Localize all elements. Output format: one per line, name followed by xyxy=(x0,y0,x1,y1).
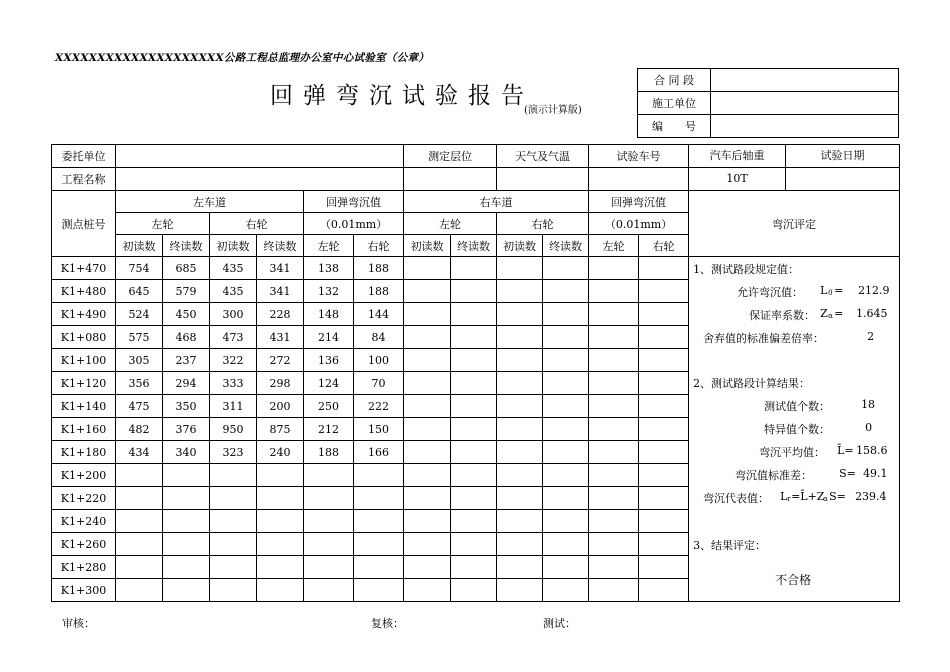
eval-header: 弯沉评定 xyxy=(689,191,900,257)
cell-right-lane xyxy=(404,464,451,487)
ll-lw-final: 终读数 xyxy=(163,235,210,257)
cell-l-ri: 323 xyxy=(210,441,257,464)
cell-right-lane xyxy=(639,257,689,280)
reviewer-label: 审核： xyxy=(62,617,95,630)
guar-sub: α xyxy=(828,312,833,320)
cell-right-lane xyxy=(451,303,497,326)
cell-right-lane xyxy=(543,441,589,464)
ll-lw-initial: 初读数 xyxy=(116,235,163,257)
cell-right-lane xyxy=(639,533,689,556)
reject-value: 2 xyxy=(867,330,875,343)
reject-label: 舍弃值的标准偏差倍率： xyxy=(703,332,825,345)
cell-l-lf: 468 xyxy=(163,326,210,349)
cell-right-lane xyxy=(451,372,497,395)
cell-l-ri: 322 xyxy=(210,349,257,372)
cell-l-vl: 212 xyxy=(304,418,354,441)
eval-s1: 1、测试路段规定值： xyxy=(693,263,800,276)
cell-right-lane xyxy=(639,441,689,464)
cell-right-lane xyxy=(404,533,451,556)
rl-rw-initial: 初读数 xyxy=(497,235,543,257)
cell-l-rf: 200 xyxy=(257,395,304,418)
cell-right-lane xyxy=(497,418,543,441)
cell-l-vr xyxy=(354,556,404,579)
cell-l-ri: 333 xyxy=(210,372,257,395)
cell-right-lane xyxy=(589,303,639,326)
cell-l-vl xyxy=(304,556,354,579)
verdict: 不合格 xyxy=(775,573,812,587)
cell-l-lf xyxy=(163,487,210,510)
cell-l-ri: 435 xyxy=(210,257,257,280)
cell-l-vl: 250 xyxy=(304,395,354,418)
cell-l-li xyxy=(116,487,163,510)
cell-right-lane xyxy=(404,395,451,418)
cell-l-li: 754 xyxy=(116,257,163,280)
cell-right-lane xyxy=(404,510,451,533)
cell-l-ri: 300 xyxy=(210,303,257,326)
cell-l-vl xyxy=(304,464,354,487)
cell-right-lane xyxy=(639,326,689,349)
rep-sub2: α xyxy=(823,495,828,503)
cell-right-lane xyxy=(639,372,689,395)
cell-right-lane xyxy=(589,257,639,280)
cell-right-lane xyxy=(543,487,589,510)
cell-right-lane xyxy=(451,533,497,556)
cell-right-lane xyxy=(451,464,497,487)
cell-l-li xyxy=(116,510,163,533)
cell-l-lf xyxy=(163,533,210,556)
cell-station: K1+140 xyxy=(52,395,116,418)
ll-left-wheel: 左轮 xyxy=(116,213,210,235)
cell-l-vl xyxy=(304,510,354,533)
left-rebound-header: 回弹弯沉值 xyxy=(304,191,404,213)
mean-label: 弯沉平均值： xyxy=(759,446,826,459)
tester-label: 测试： xyxy=(543,617,576,630)
cell-right-lane xyxy=(589,372,639,395)
cell-right-lane xyxy=(451,395,497,418)
allow-sub: 0 xyxy=(828,289,833,297)
cell-l-rf: 341 xyxy=(257,280,304,303)
cell-l-rf xyxy=(257,533,304,556)
outlier-value: 0 xyxy=(865,421,873,434)
cell-right-lane xyxy=(543,533,589,556)
rl-lw-initial: 初读数 xyxy=(404,235,451,257)
cell-l-vr: 166 xyxy=(354,441,404,464)
cell-right-lane xyxy=(451,579,497,602)
cell-station: K1+260 xyxy=(52,533,116,556)
cell-l-vl: 188 xyxy=(304,441,354,464)
std-sym: S= xyxy=(839,467,856,480)
cell-right-lane xyxy=(543,556,589,579)
cell-right-lane xyxy=(404,487,451,510)
cell-right-lane xyxy=(404,556,451,579)
cell-right-lane xyxy=(589,510,639,533)
cell-right-lane xyxy=(589,395,639,418)
table-body xyxy=(52,145,900,602)
cell-l-ri xyxy=(210,533,257,556)
cell-l-ri: 950 xyxy=(210,418,257,441)
rl-lw-final: 终读数 xyxy=(451,235,497,257)
axle-date-header xyxy=(689,145,899,167)
right-unit: （0.01mm） xyxy=(589,213,689,235)
cell-l-vr xyxy=(354,510,404,533)
cell-l-lf: 685 xyxy=(163,257,210,280)
project-value xyxy=(116,168,404,191)
date-label: 试验日期 xyxy=(820,149,865,162)
cell-l-vl xyxy=(304,487,354,510)
rv-left: 左轮 xyxy=(589,235,639,257)
cell-l-rf: 272 xyxy=(257,349,304,372)
client-value xyxy=(116,145,404,168)
station-header: 测点桩号 xyxy=(52,191,116,257)
cell-l-vl: 132 xyxy=(304,280,354,303)
cell-l-rf: 341 xyxy=(257,257,304,280)
cell-l-lf xyxy=(163,464,210,487)
guar-value: 1.645 xyxy=(856,307,888,320)
cell-right-lane xyxy=(451,326,497,349)
cell-l-lf: 237 xyxy=(163,349,210,372)
cell-right-lane xyxy=(639,464,689,487)
cell-l-vr xyxy=(354,464,404,487)
cell-l-vl: 148 xyxy=(304,303,354,326)
cell-l-lf: 340 xyxy=(163,441,210,464)
cell-right-lane xyxy=(589,556,639,579)
cell-l-rf xyxy=(257,579,304,602)
allow-eq: = xyxy=(834,284,844,297)
cell-l-vr: 150 xyxy=(354,418,404,441)
cell-l-vr xyxy=(354,487,404,510)
cell-l-ri: 435 xyxy=(210,280,257,303)
cell-l-li: 645 xyxy=(116,280,163,303)
cell-right-lane xyxy=(543,326,589,349)
cell-right-lane xyxy=(404,303,451,326)
client-label: 委托单位 xyxy=(52,145,116,168)
eval-s3: 3、结果评定： xyxy=(693,539,767,552)
cell-right-lane xyxy=(404,257,451,280)
cell-right-lane xyxy=(404,372,451,395)
cell-l-rf: 228 xyxy=(257,303,304,326)
cell-l-ri: 311 xyxy=(210,395,257,418)
std-label: 弯沉值标准差： xyxy=(735,469,813,482)
rep-b: =L̄+Z xyxy=(791,490,825,503)
cell-right-lane xyxy=(497,510,543,533)
cell-l-ri xyxy=(210,510,257,533)
cell-right-lane xyxy=(497,441,543,464)
cell-right-lane xyxy=(589,441,639,464)
rl-left-wheel: 左轮 xyxy=(404,213,497,235)
cell-right-lane xyxy=(497,579,543,602)
cell-l-ri xyxy=(210,556,257,579)
count-value: 18 xyxy=(861,398,876,411)
report-title: 回弹弯沉试验报告 xyxy=(270,83,534,109)
lv-right: 右轮 xyxy=(354,235,404,257)
rep-label: 弯沉代表值： xyxy=(703,492,770,505)
cell-right-lane xyxy=(497,349,543,372)
cell-l-li: 482 xyxy=(116,418,163,441)
cell-right-lane xyxy=(589,464,639,487)
cell-right-lane xyxy=(451,280,497,303)
cell-right-lane xyxy=(451,510,497,533)
date-value xyxy=(786,168,899,190)
cell-right-lane xyxy=(639,487,689,510)
cell-l-lf: 350 xyxy=(163,395,210,418)
cell-l-li: 475 xyxy=(116,395,163,418)
cell-right-lane xyxy=(639,349,689,372)
rep-sub1: r xyxy=(787,495,791,503)
cell-right-lane xyxy=(639,510,689,533)
cell-station: K1+490 xyxy=(52,303,116,326)
constructor-label: 施工单位 xyxy=(638,92,711,115)
contract-label: 合 同 段 xyxy=(638,69,711,92)
deflection-table xyxy=(51,144,900,602)
guar-sym: Z xyxy=(820,307,828,320)
cell-right-lane xyxy=(404,418,451,441)
cell-l-rf: 431 xyxy=(257,326,304,349)
mean-value: 158.6 xyxy=(856,444,888,457)
allow-sym: L xyxy=(820,284,828,297)
number-label: 编 号 xyxy=(638,115,711,138)
cell-l-vl: 124 xyxy=(304,372,354,395)
cell-right-lane xyxy=(543,395,589,418)
mean-sym: L̄= xyxy=(837,444,854,457)
cell-l-vl: 214 xyxy=(304,326,354,349)
cell-l-li xyxy=(116,464,163,487)
cell-right-lane xyxy=(639,579,689,602)
cell-l-vl xyxy=(304,579,354,602)
cell-l-lf: 450 xyxy=(163,303,210,326)
rl-rw-final: 终读数 xyxy=(543,235,589,257)
cell-right-lane xyxy=(543,280,589,303)
cell-right-lane xyxy=(589,579,639,602)
ll-rw-final: 终读数 xyxy=(257,235,304,257)
cell-right-lane xyxy=(639,556,689,579)
count-label: 测试值个数： xyxy=(764,400,831,413)
cell-right-lane xyxy=(543,257,589,280)
cell-station: K1+480 xyxy=(52,280,116,303)
cell-right-lane xyxy=(589,326,639,349)
cell-right-lane xyxy=(543,464,589,487)
cell-l-rf xyxy=(257,487,304,510)
cell-station: K1+120 xyxy=(52,372,116,395)
layer-label: 测定层位 xyxy=(404,145,497,168)
rep-c: S= xyxy=(829,490,846,503)
cell-station: K1+220 xyxy=(52,487,116,510)
cell-l-li: 356 xyxy=(116,372,163,395)
cell-right-lane xyxy=(639,303,689,326)
rl-right-wheel: 右轮 xyxy=(497,213,589,235)
layer-value xyxy=(404,168,497,191)
cell-right-lane xyxy=(404,349,451,372)
cell-l-li: 524 xyxy=(116,303,163,326)
cell-l-li xyxy=(116,533,163,556)
table-row xyxy=(52,257,900,280)
cell-l-ri xyxy=(210,464,257,487)
allow-value: 212.9 xyxy=(858,284,890,297)
cell-right-lane xyxy=(451,418,497,441)
cell-l-li: 434 xyxy=(116,441,163,464)
guar-label: 保证率系数： xyxy=(749,309,816,322)
cell-l-vl: 136 xyxy=(304,349,354,372)
cell-right-lane xyxy=(543,510,589,533)
cell-station: K1+160 xyxy=(52,418,116,441)
checker-label: 复核： xyxy=(371,617,404,630)
cell-l-lf: 579 xyxy=(163,280,210,303)
cell-right-lane xyxy=(589,280,639,303)
axle-value: 10T xyxy=(689,168,786,190)
cell-right-lane xyxy=(543,418,589,441)
cell-l-li: 575 xyxy=(116,326,163,349)
cell-l-li xyxy=(116,556,163,579)
ll-right-wheel: 右轮 xyxy=(210,213,304,235)
contract-value xyxy=(711,69,899,92)
cell-l-lf xyxy=(163,556,210,579)
cell-l-vr: 100 xyxy=(354,349,404,372)
cell-l-vr xyxy=(354,533,404,556)
number-value xyxy=(711,115,899,138)
cell-station: K1+080 xyxy=(52,326,116,349)
info-box xyxy=(637,68,899,138)
cell-l-vr: 70 xyxy=(354,372,404,395)
cell-l-lf xyxy=(163,510,210,533)
left-lane-header: 左车道 xyxy=(116,191,304,213)
cell-right-lane xyxy=(497,533,543,556)
vehicle-label: 试验车号 xyxy=(589,145,689,168)
cell-l-vl: 138 xyxy=(304,257,354,280)
lv-left: 左轮 xyxy=(304,235,354,257)
report-subtitle: (演示计算版) xyxy=(524,105,582,116)
cell-right-lane xyxy=(589,349,639,372)
cell-right-lane xyxy=(497,372,543,395)
cell-station: K1+470 xyxy=(52,257,116,280)
weather-label: 天气及气温 xyxy=(497,145,589,168)
cell-l-lf: 376 xyxy=(163,418,210,441)
cell-right-lane xyxy=(497,303,543,326)
cell-right-lane xyxy=(589,533,639,556)
ll-rw-initial: 初读数 xyxy=(210,235,257,257)
cell-l-vr: 222 xyxy=(354,395,404,418)
cell-l-vl xyxy=(304,533,354,556)
cell-l-rf: 240 xyxy=(257,441,304,464)
rep-a: L xyxy=(780,490,788,503)
cell-right-lane xyxy=(404,579,451,602)
cell-right-lane xyxy=(497,487,543,510)
cell-l-rf xyxy=(257,464,304,487)
axle-label: 汽车后轴重 xyxy=(689,145,786,167)
cell-right-lane xyxy=(639,418,689,441)
organization-header: XXXXXXXXXXXXXXXXXXXX公路工程总监理办公室中心试验室（公章） xyxy=(55,52,430,64)
axle-date-values xyxy=(689,168,899,190)
eval-s2: 2、测试路段计算结果： xyxy=(693,377,811,390)
right-rebound-header: 回弹弯沉值 xyxy=(589,191,689,213)
cell-l-li xyxy=(116,579,163,602)
cell-right-lane xyxy=(451,441,497,464)
cell-l-rf xyxy=(257,556,304,579)
rv-right: 右轮 xyxy=(639,235,689,257)
cell-right-lane xyxy=(404,441,451,464)
cell-right-lane xyxy=(589,418,639,441)
cell-right-lane xyxy=(543,303,589,326)
cell-right-lane xyxy=(404,326,451,349)
weather-value xyxy=(497,168,589,191)
cell-right-lane xyxy=(543,349,589,372)
cell-right-lane xyxy=(404,280,451,303)
cell-right-lane xyxy=(543,579,589,602)
cell-l-rf: 298 xyxy=(257,372,304,395)
cell-right-lane xyxy=(497,556,543,579)
cell-station: K1+240 xyxy=(52,510,116,533)
cell-l-vr: 188 xyxy=(354,280,404,303)
outlier-label: 特异值个数： xyxy=(764,423,831,436)
cell-right-lane xyxy=(543,372,589,395)
cell-l-li: 305 xyxy=(116,349,163,372)
cell-right-lane xyxy=(451,349,497,372)
cell-right-lane xyxy=(497,280,543,303)
cell-l-lf xyxy=(163,579,210,602)
cell-station: K1+280 xyxy=(52,556,116,579)
cell-right-lane xyxy=(497,257,543,280)
cell-right-lane xyxy=(639,395,689,418)
evaluation-panel xyxy=(689,257,900,602)
cell-right-lane xyxy=(497,326,543,349)
cell-l-ri: 473 xyxy=(210,326,257,349)
cell-right-lane xyxy=(451,257,497,280)
cell-l-vr: 84 xyxy=(354,326,404,349)
cell-l-vr: 144 xyxy=(354,303,404,326)
cell-l-vr: 188 xyxy=(354,257,404,280)
cell-right-lane xyxy=(497,464,543,487)
cell-station: K1+300 xyxy=(52,579,116,602)
cell-l-ri xyxy=(210,487,257,510)
rep-value: 239.4 xyxy=(855,490,887,503)
cell-station: K1+100 xyxy=(52,349,116,372)
cell-l-vr xyxy=(354,579,404,602)
left-unit: （0.01mm） xyxy=(304,213,404,235)
cell-l-rf xyxy=(257,510,304,533)
cell-right-lane xyxy=(639,280,689,303)
std-value: 49.1 xyxy=(863,467,888,480)
cell-right-lane xyxy=(451,487,497,510)
cell-right-lane xyxy=(451,556,497,579)
cell-l-ri xyxy=(210,579,257,602)
cell-station: K1+180 xyxy=(52,441,116,464)
right-lane-header: 右车道 xyxy=(404,191,589,213)
cell-right-lane xyxy=(589,487,639,510)
constructor-value xyxy=(711,92,899,115)
allow-label: 允许弯沉值： xyxy=(737,286,804,299)
guar-eq: = xyxy=(834,307,844,320)
cell-station: K1+200 xyxy=(52,464,116,487)
vehicle-value xyxy=(589,168,689,191)
cell-right-lane xyxy=(497,395,543,418)
cell-l-rf: 875 xyxy=(257,418,304,441)
project-label: 工程名称 xyxy=(52,168,116,191)
cell-l-lf: 294 xyxy=(163,372,210,395)
